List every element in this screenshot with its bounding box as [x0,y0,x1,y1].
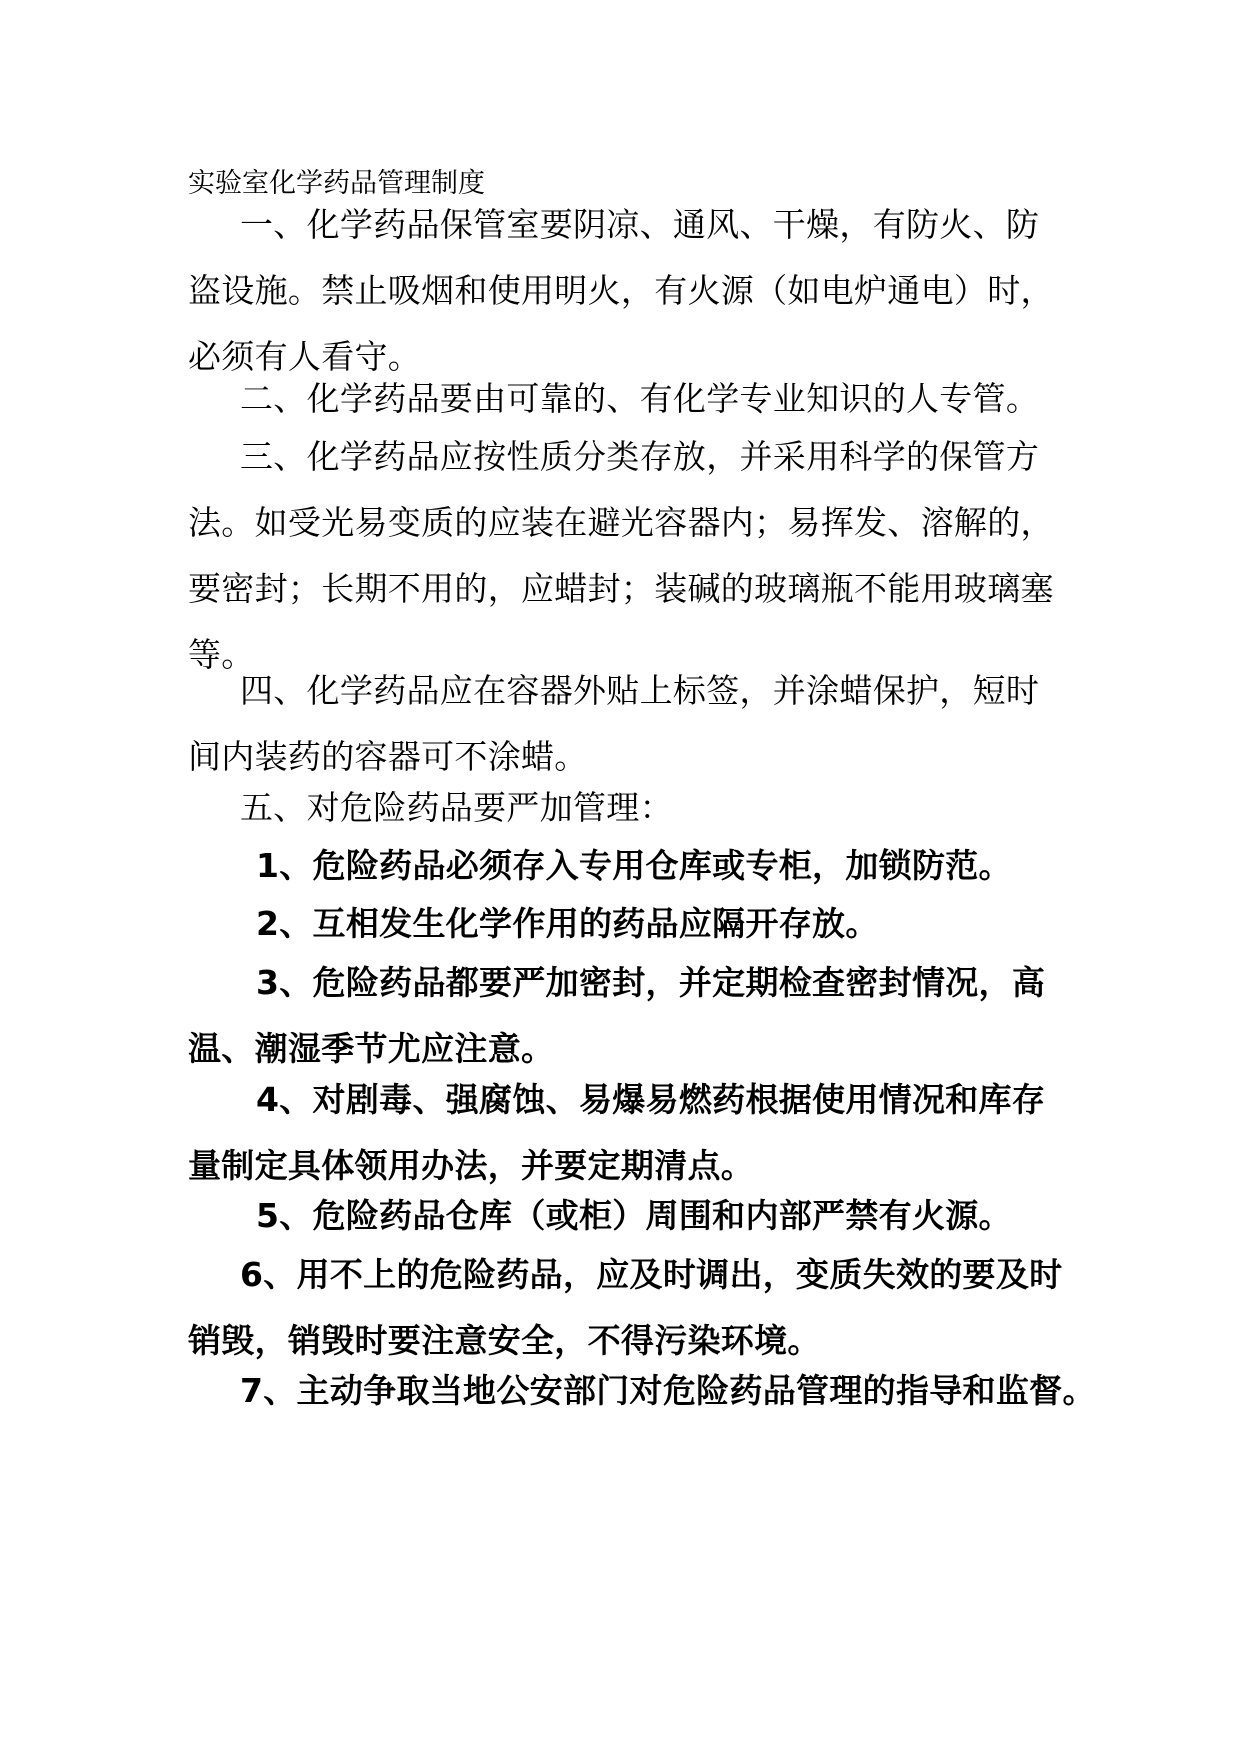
sub-rule-5-line: 5、危险药品仓库（或柜）周围和内部严禁有火源。 [256,1196,1012,1235]
sub-rule-4 [188,1067,1068,1199]
sub-rule-1-line: 1、危险药品必须存入专用仓库或专柜，加锁防范。 [256,846,1012,885]
document-title: 实验室化学药品管理制度 [188,168,485,199]
rule-4 [188,658,1068,790]
rule-2-line: 二、化学药品要由可靠的、有化学专业知识的人专管。 [240,379,1040,418]
sub-rule-3-line: 3、危险药品都要严加密封，并定期检查密封情况，高 [256,963,1046,1002]
rule-2 [188,366,1068,432]
sub-rule-7-line: 7、主动争取当地公安部门对危险药品管理的指导和监督。 [240,1371,1096,1410]
sub-rule-2-line: 2、互相发生化学作用的药品应隔开存放。 [256,904,879,943]
rule-4-line: 四、化学药品应在容器外贴上标签，并涂蜡保护，短时 [240,671,1040,710]
sub-rule-6 [188,1242,1068,1374]
sub-rule-4-line: 量制定具体领用办法，并要定期清点。 [188,1146,755,1185]
rule-5 [188,775,1068,841]
sub-rule-7 [188,1358,1096,1424]
rule-4-line: 间内装药的容器可不涂蜡。 [188,737,588,776]
sub-rule-5 [188,1183,1068,1249]
rule-3-line: 要密封；长期不用的，应蜡封；装碱的玻璃瓶不能用玻璃塞 [188,569,1054,608]
sub-rule-6-line: 6、用不上的危险药品，应及时调出，变质失效的要及时 [240,1255,1063,1294]
sub-rule-4-line: 4、对剧毒、强腐蚀、易爆易燃药根据使用情况和库存 [256,1080,1046,1119]
rule-1-line: 盗设施。禁止吸烟和使用明火，有火源（如电炉通电）时， [188,271,1054,310]
sub-rule-3 [188,950,1068,1082]
rule-3-line: 等。 [188,635,255,674]
sub-rule-6-line: 销毁，销毁时要注意安全，不得污染环境。 [188,1321,821,1360]
sub-rule-3-line: 温、潮湿季节尤应注意。 [188,1029,555,1068]
rule-1 [188,192,1068,390]
rule-3 [188,424,1068,688]
sub-rule-1 [188,833,1068,899]
sub-rule-2 [188,891,1068,957]
rule-5-line: 五、对危险药品要严加管理： [240,788,673,827]
rule-1-line: 必须有人看守。 [188,337,422,376]
rule-1-line: 一、化学药品保管室要阴凉、通风、干燥，有防火、防 [240,205,1040,244]
rule-3-line: 三、化学药品应按性质分类存放，并采用科学的保管方 [240,437,1040,476]
rule-3-line: 法。如受光易变质的应装在避光容器内；易挥发、溶解的， [188,503,1054,542]
